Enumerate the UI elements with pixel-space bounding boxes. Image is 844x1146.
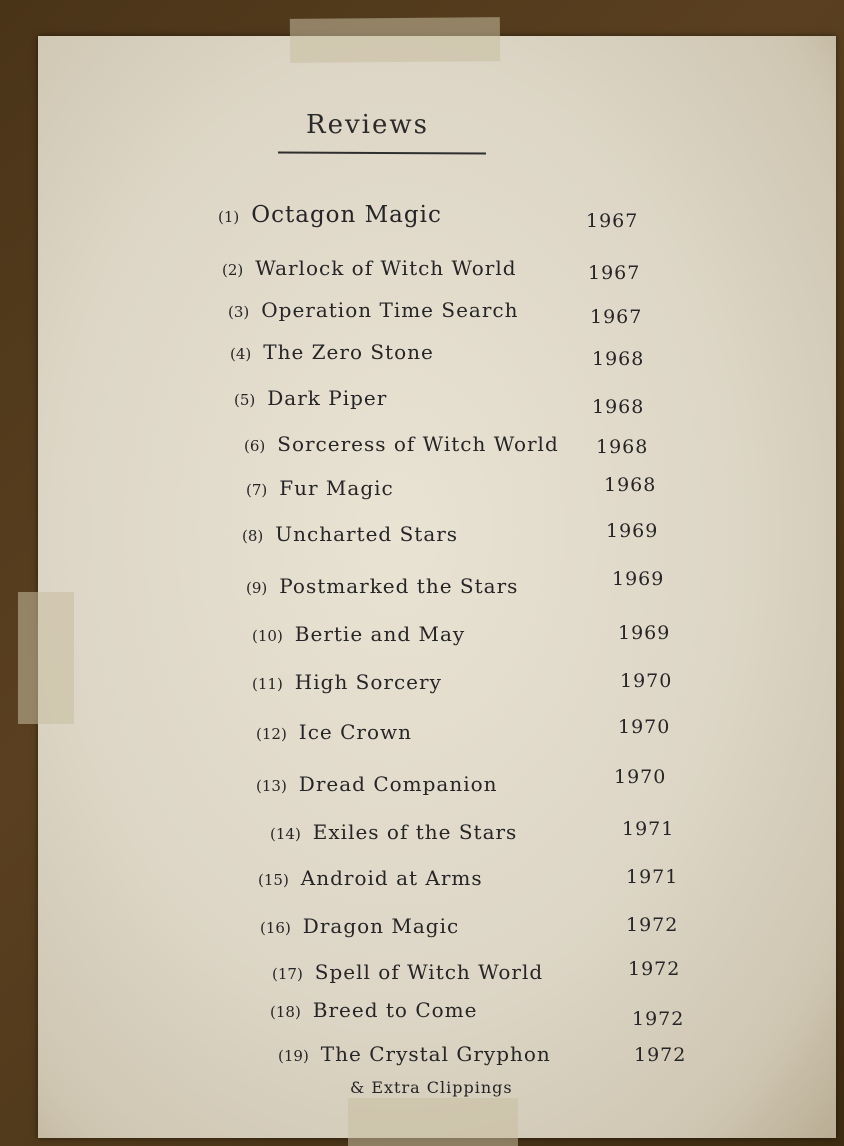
entry-title: Sorceress of Witch World bbox=[277, 432, 559, 456]
list-item bbox=[260, 914, 459, 948]
entry-title: The Zero Stone bbox=[263, 340, 434, 364]
entry-number: (17) bbox=[272, 965, 303, 983]
entry-title: Android at Arms bbox=[300, 866, 483, 890]
tape-strip-left bbox=[18, 592, 74, 724]
entry-year: 1969 bbox=[618, 622, 671, 644]
entry-number: (12) bbox=[256, 725, 287, 743]
list-item bbox=[270, 998, 477, 1032]
entry-number: (3) bbox=[228, 303, 250, 321]
entry-number: (15) bbox=[258, 871, 289, 889]
list-item bbox=[218, 202, 442, 236]
list-item bbox=[244, 432, 559, 466]
list-item bbox=[242, 522, 458, 556]
entry-year: 1970 bbox=[620, 670, 673, 692]
entry-number: (14) bbox=[270, 825, 301, 843]
list-item bbox=[252, 622, 465, 656]
entry-number: (10) bbox=[252, 627, 283, 645]
page-title: Reviews bbox=[306, 110, 429, 140]
entry-number: (7) bbox=[246, 481, 268, 499]
entry-title: Spell of Witch World bbox=[314, 960, 544, 984]
entry-year: 1972 bbox=[628, 958, 681, 980]
entry-year: 1970 bbox=[618, 716, 671, 738]
entry-year: 1968 bbox=[596, 436, 649, 458]
entry-number: (8) bbox=[242, 527, 264, 545]
entry-number: (16) bbox=[260, 919, 291, 937]
entry-year: 1967 bbox=[586, 210, 639, 232]
list-item bbox=[246, 574, 518, 608]
entry-number: (9) bbox=[246, 579, 268, 597]
list-item bbox=[230, 340, 434, 374]
entry-year: 1967 bbox=[588, 262, 641, 284]
entry-number: (13) bbox=[256, 777, 287, 795]
list-item bbox=[252, 670, 442, 704]
entry-number: (5) bbox=[234, 391, 256, 409]
entry-title: Breed to Come bbox=[312, 998, 478, 1022]
tape-strip-bottom bbox=[348, 1098, 518, 1146]
list-item bbox=[272, 960, 543, 994]
entry-year: 1967 bbox=[590, 306, 643, 328]
entry-number: (19) bbox=[278, 1047, 309, 1065]
entry-number: (1) bbox=[218, 208, 240, 226]
entry-title: Ice Crown bbox=[298, 720, 412, 744]
entry-year: 1968 bbox=[604, 474, 657, 496]
entry-title: Octagon Magic bbox=[251, 202, 442, 228]
entry-title: Fur Magic bbox=[279, 476, 394, 500]
entry-year: 1972 bbox=[634, 1044, 687, 1066]
list-item bbox=[234, 386, 387, 420]
entry-year: 1970 bbox=[614, 766, 667, 788]
list-item bbox=[270, 820, 517, 854]
entry-year: 1969 bbox=[612, 568, 665, 590]
tape-strip-top bbox=[290, 17, 500, 63]
entry-year: 1968 bbox=[592, 348, 645, 370]
entry-year: 1971 bbox=[626, 866, 679, 888]
entry-title: Bertie and May bbox=[294, 622, 466, 646]
entry-title: Dark Piper bbox=[267, 386, 388, 410]
list-item bbox=[256, 720, 412, 754]
list-item bbox=[246, 476, 394, 510]
entry-title: Uncharted Stars bbox=[275, 522, 459, 546]
entry-number: (18) bbox=[270, 1003, 301, 1021]
entry-title: Exiles of the Stars bbox=[312, 820, 518, 844]
entry-year: 1968 bbox=[592, 396, 645, 418]
list-item bbox=[256, 772, 498, 806]
entry-title: Dread Companion bbox=[298, 772, 498, 796]
entry-title: The Crystal Gryphon bbox=[320, 1042, 551, 1066]
entry-title: Operation Time Search bbox=[261, 298, 519, 322]
list-item bbox=[278, 1042, 551, 1076]
entry-number: (6) bbox=[244, 437, 266, 455]
entry-title: High Sorcery bbox=[294, 670, 442, 694]
entry-number: (4) bbox=[230, 345, 252, 363]
entry-title: Warlock of Witch World bbox=[255, 256, 517, 280]
entry-year: 1972 bbox=[632, 1008, 685, 1030]
list-item bbox=[228, 298, 518, 332]
entry-title: Dragon Magic bbox=[302, 914, 460, 938]
list-item bbox=[258, 866, 483, 900]
entry-year: 1971 bbox=[622, 818, 675, 840]
entry-year: 1972 bbox=[626, 914, 679, 936]
footer-note: & Extra Clippings bbox=[350, 1078, 513, 1097]
entry-year: 1969 bbox=[606, 520, 659, 542]
entry-number: (2) bbox=[222, 261, 244, 279]
entry-title: Postmarked the Stars bbox=[279, 574, 519, 598]
entry-number: (11) bbox=[252, 675, 283, 693]
list-item bbox=[222, 256, 517, 290]
